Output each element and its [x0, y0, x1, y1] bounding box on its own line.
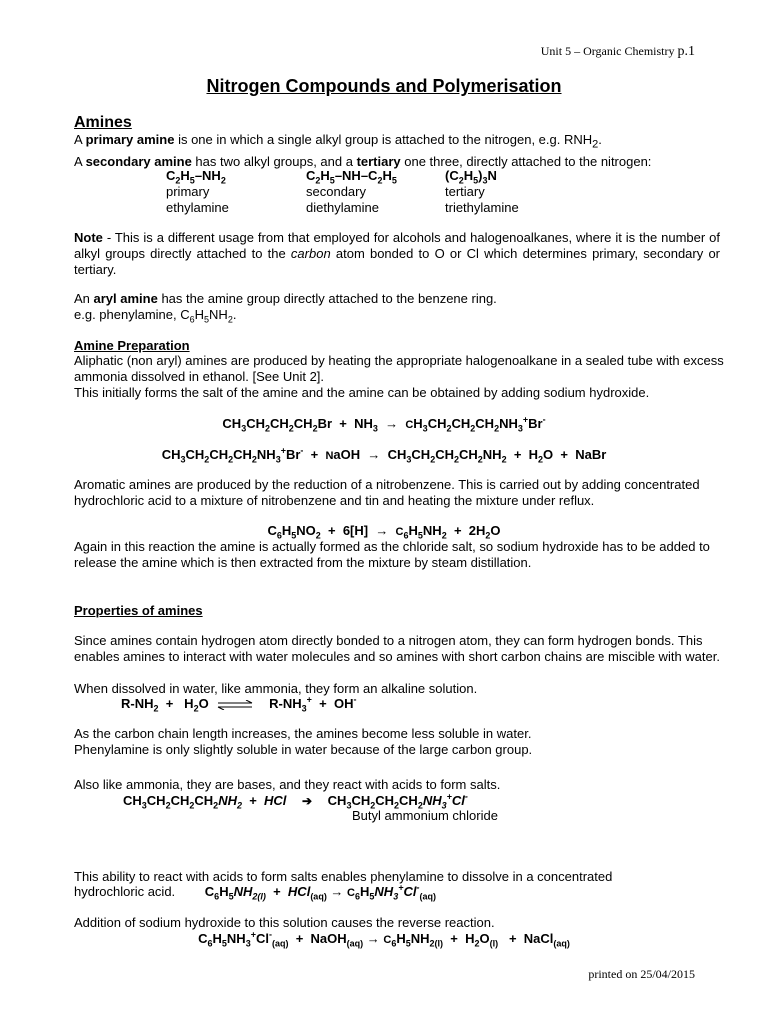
aryl-amine-definition: An aryl amine has the amine group directly attached to the benzene ring.	[74, 291, 497, 306]
properties-paragraph-5b: hydrochloric acid. $C_6H_5NH_{2(l)} + HCl_{(aq)} \to C_6H_5NH_3^+Cl^-_{(aq)}$	[74, 882, 436, 902]
equation-halogenoalkane-ammonia: $CH_3CH_2CH_2CH_2Br + NH_3 \to CH_3CH_2CH_2CH_2NH_3^+Br^-$	[222, 414, 546, 434]
preparation-paragraph-1: Aliphatic (non aryl) amines are produced by heating the appropriate halogenoalkane in a sealed tube with excess ammonia dissolved in ethanol. [See Unit 2].	[74, 353, 724, 384]
equation-nitrobenzene-reduction: $C_6H_5NO_2 + 6[H] \to C_6H_5NH_2 + 2H_2O$	[267, 523, 501, 541]
preparation-heading: Amine Preparation	[74, 338, 190, 353]
salt-name-label: Butyl ammonium chloride	[352, 808, 498, 823]
example-tertiary: $(C_2H_5)_3N$ tertiary triethylamine	[445, 168, 519, 215]
formula-diethylamine: $C_2H_5-NH-C_2H_5$	[306, 168, 397, 186]
equation-phenylamine-hcl: $C_6H_5NH_{2(l)} + HCl_{(aq)} \to C_6H_5NH_3^+Cl^-_{(aq)}$	[204, 882, 436, 902]
properties-paragraph-4: Also like ammonia, they are bases, and they react with acids to form salts.	[74, 777, 501, 792]
page-number: 1	[688, 44, 695, 59]
preparation-paragraph-3: Aromatic amines are produced by the reduction of a nitrobenzene. This is carried out by adding concentrated hydrochloric acid to a mixture of nitrobenzene and tin and heating the mixture under reflux.	[74, 477, 700, 508]
arrow-icon: ➔	[302, 794, 313, 808]
equation-amine-water: $R-NH_2 + H_2O$ $R-NH_3^+ + OH^-$	[121, 694, 357, 714]
page-header	[541, 44, 695, 60]
equation-reverse-naoh: $C_6H_5NH_3^+Cl^-_{(aq)}$ + NaOH$_{(aq)}$ → $C_6H_5NH_{2(l)} + H_2O_{(l)}$ + NaCl$_{(aq)}$	[198, 929, 570, 949]
amines-heading: Amines	[74, 114, 132, 131]
aryl-amine-example: e.g. phenylamine, $C_6H_5NH_2$.	[74, 307, 237, 325]
unit-label: Unit 5 – Organic Chemistry	[540, 44, 675, 58]
example-secondary: $C_2H_5-NH-C_2H_5$ secondary diethylamine	[306, 168, 397, 215]
formula-triethylamine: $(C_2H_5)_3N$	[445, 168, 497, 186]
formula-ethylamine: $C_2H_5-NH_2$	[166, 168, 226, 186]
equation-salt-naoh: $CH_3CH_2CH_2CH_2NH_3^+Br^-$ + NaOH → $CH_3CH_2CH_2CH_2NH_2 + H_2O$ + NaBr	[161, 445, 607, 465]
page-prefix: p.	[677, 44, 688, 59]
properties-paragraph-5a: This ability to react with acids to form salts enables phenylamine to dissolve in a concentrated	[74, 869, 613, 884]
properties-paragraph-3b: Phenylamine is only slightly soluble in water because of the large carbon group.	[74, 742, 533, 757]
page-title: Nitrogen Compounds and Polymerisation	[206, 76, 562, 96]
note-paragraph: Note - This is a different usage from that employed for alcohols and halogenoalkanes, where it is the number of alkyl groups directly attached to the carbon atom bonded to O or Cl which determines primary, secondary or tertiary.	[74, 230, 720, 277]
properties-paragraph-3a: As the carbon chain length increases, the amines become less soluble in water.	[74, 726, 532, 741]
equilibrium-arrow-icon	[216, 700, 254, 710]
preparation-paragraph-4: Again in this reaction the amine is actually formed as the chloride salt, so sodium hydroxide has to be added to release the amine which is then extracted from the mixture by steam distillation.	[74, 539, 710, 570]
preparation-paragraph-2: This initially forms the salt of the amine and the amine can be obtained by adding sodium hydroxide.	[74, 385, 650, 400]
print-date-footer: printed on 25/04/2015	[588, 967, 695, 981]
properties-paragraph-1: Since amines contain hydrogen atom directly bonded to a nitrogen atom, they can form hydrogen bonds. This enables amines to interact with water molecules and so amines with short carbon chains are miscible with water.	[74, 633, 720, 664]
properties-paragraph-2: When dissolved in water, like ammonia, they form an alkaline solution.	[74, 681, 478, 696]
properties-heading: Properties of amines	[74, 603, 203, 618]
secondary-amine-definition: A secondary amine has two alkyl groups, and a tertiary one three, directly attached to the nitrogen:	[74, 154, 652, 169]
properties-paragraph-6: Addition of sodium hydroxide to this solution causes the reverse reaction.	[74, 915, 495, 930]
primary-amine-definition: A primary amine is one in which a single alkyl group is attached to the nitrogen, e.g. $RNH_2$.	[74, 132, 602, 151]
equation-amine-hcl: $CH_3CH_2CH_2CH_2NH_2$ + HCl ➔ $CH_3CH_2CH_2CH_2NH_3^+Cl^-$	[123, 791, 468, 811]
example-primary: $C_2H_5-NH_2$ primary ethylamine	[166, 168, 229, 215]
